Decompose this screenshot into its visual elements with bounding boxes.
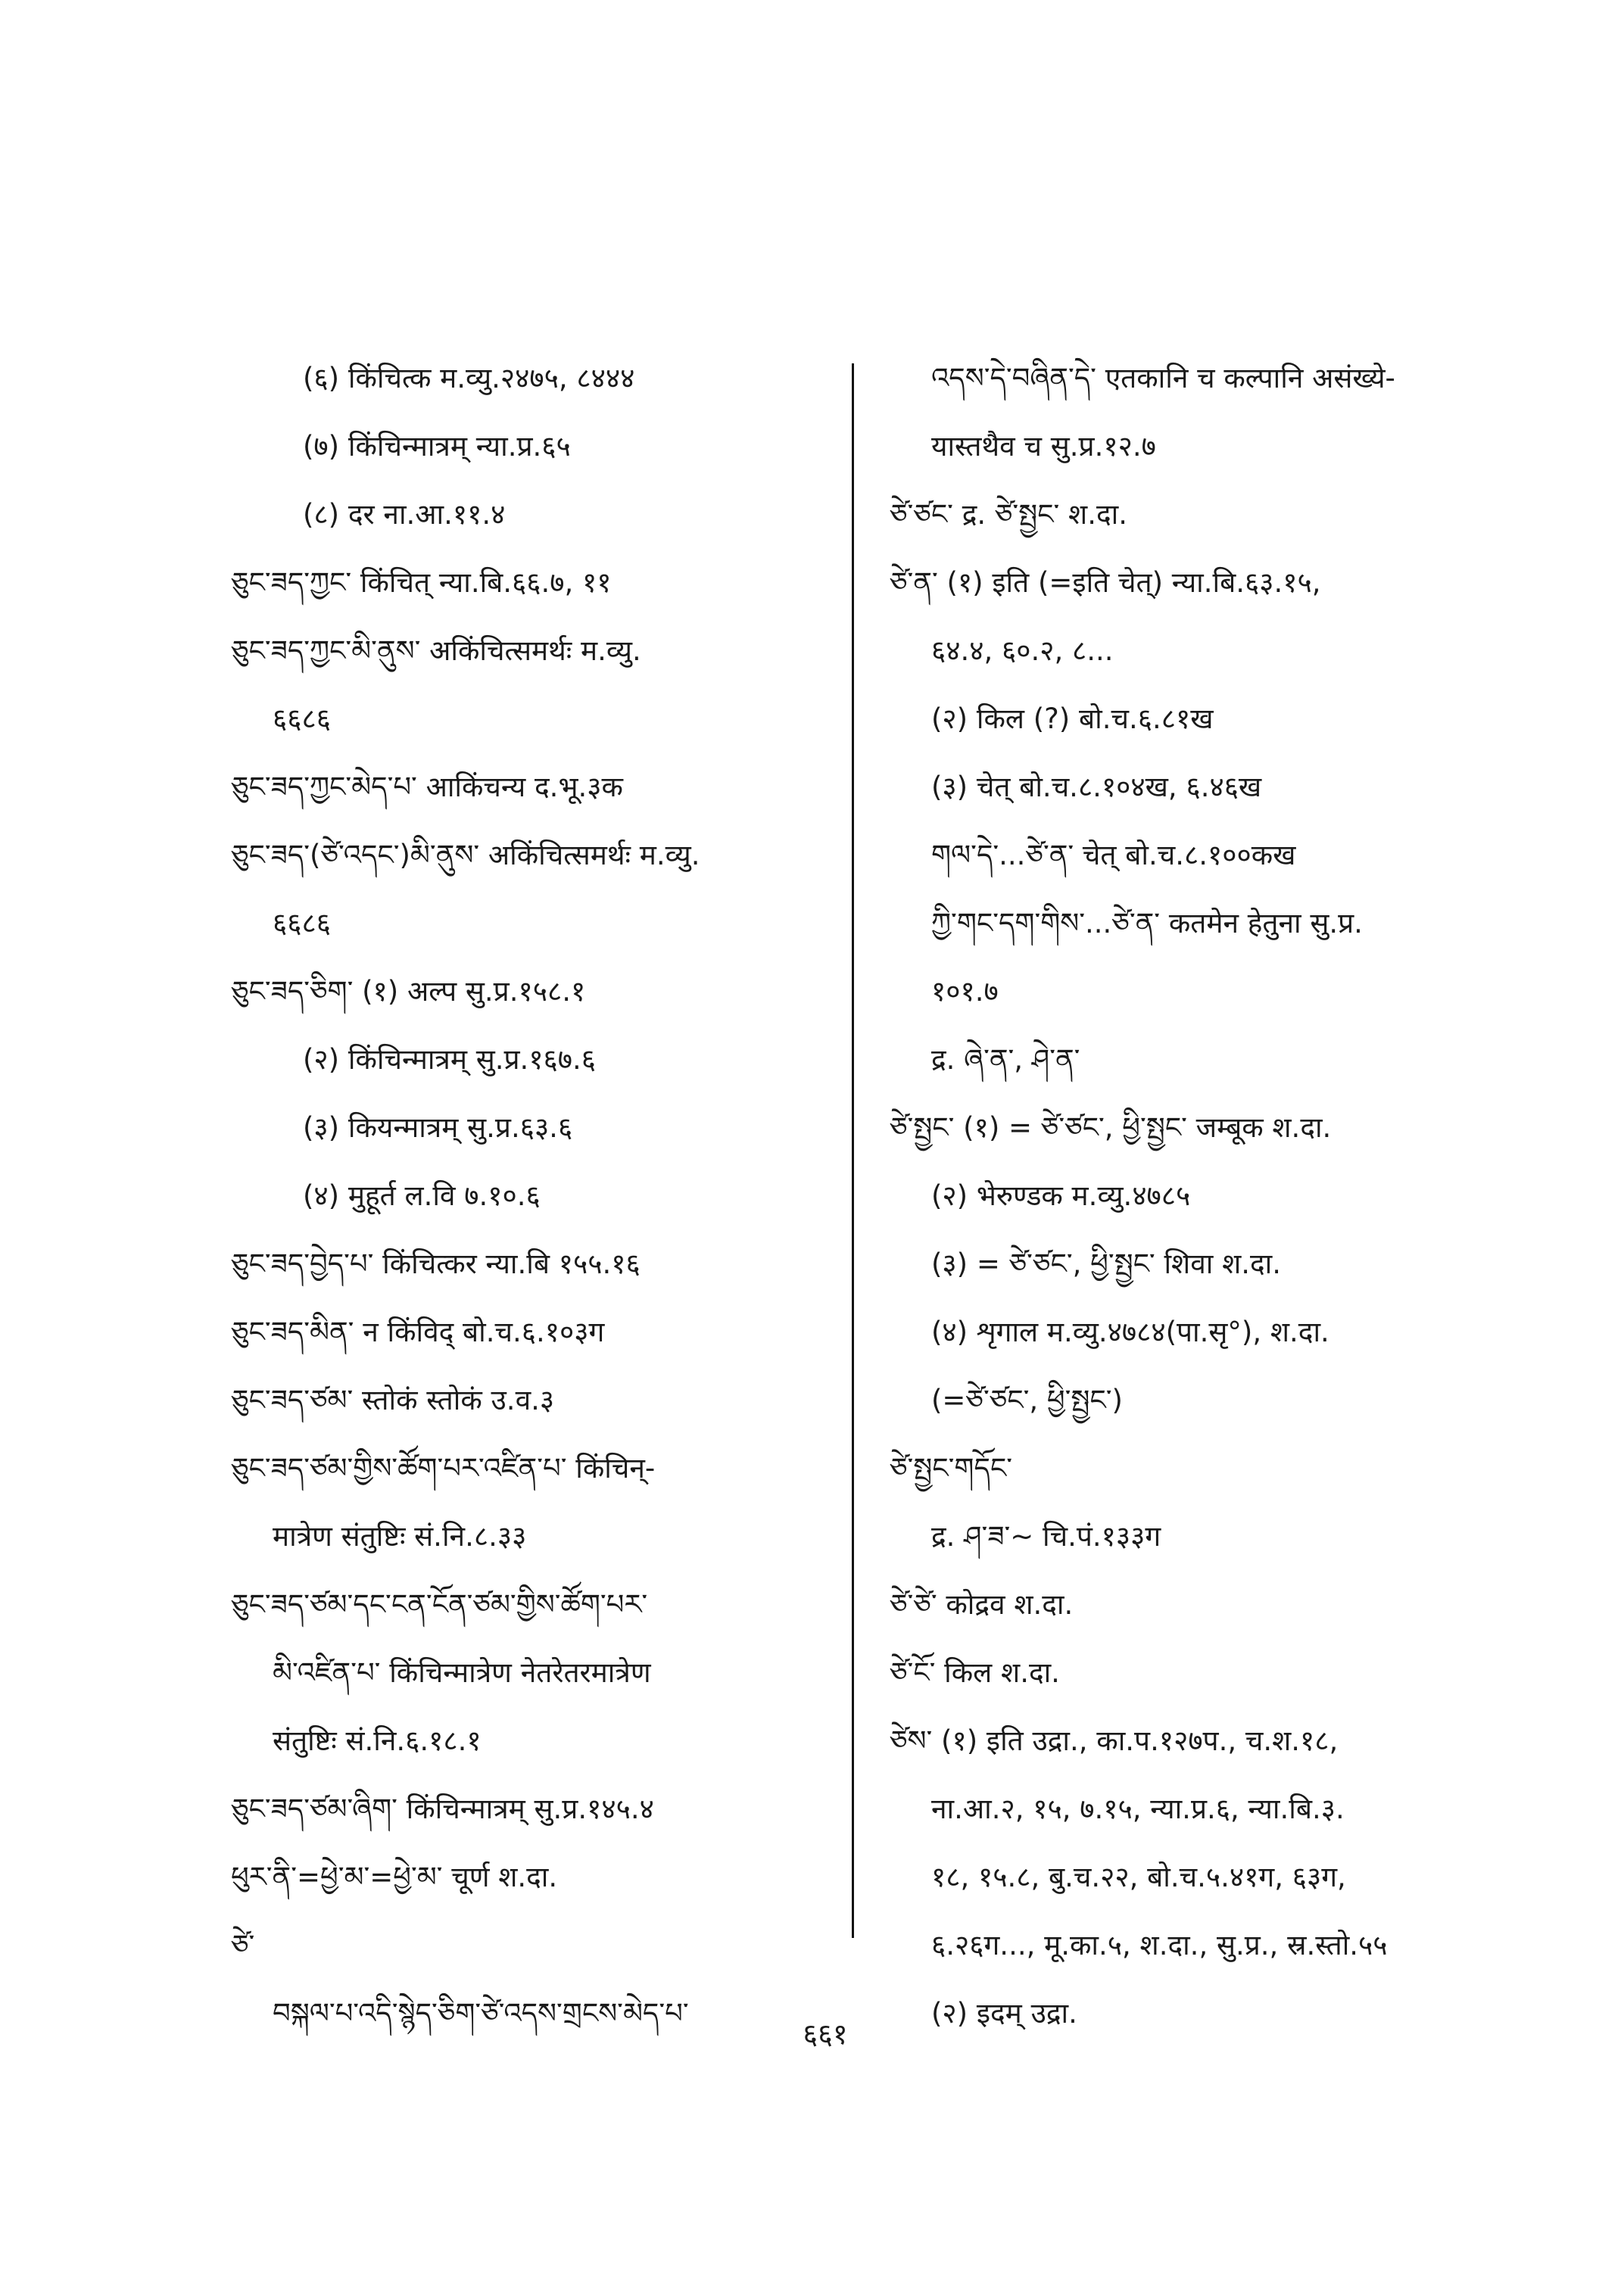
dictionary-entry-line: ཅུང་ཟད་(ཙེ་འདང་)མི་ནུས་ अकिंचित्समर्थः म.व्यु. — [231, 839, 700, 871]
left-column — [231, 360, 821, 2063]
dictionary-entry-line: ཅུང་ཟད་ཙམ་དང་ངན་ངོན་ཙམ་གྱིས་ཚོག་པར་ — [231, 1588, 648, 1621]
dictionary-entry-line: यास्तथैव च सु.प्र.१२.७ — [931, 430, 1156, 463]
dictionary-entry-line: ཅུང་ཟད་ཀྱང་མི་ནུས་ अकिंचित्समर्थः म.व्यु. — [231, 634, 641, 667]
dictionary-entry-line: (=ཙེ་ཙང་, ཕྱི་སྤྱང་) — [931, 1384, 1123, 1416]
dictionary-entry-line: संतुष्टिः सं.नि.६.१८.१ — [273, 1724, 482, 1757]
right-column — [890, 360, 1510, 2063]
column-divider — [852, 363, 854, 1938]
dictionary-entry-line: ཅུང་ཟད་ཙམ་གྱིས་ཚོག་པར་འཛིན་པ་ किंचिन्- — [231, 1452, 656, 1485]
dictionary-entry-line: ཀྱི་གང་དག་གིས་...ཙེ་ན་ कतमेन हेतुना सु.प्र. — [931, 907, 1363, 939]
dictionary-entry-line: (४) मुहूर्त ल.वि ७.१०.६ — [303, 1179, 541, 1212]
dictionary-entry-line: (४) शृगाल म.व्यु.४७८४(पा.सृ°), श.दा. — [931, 1316, 1329, 1348]
dictionary-entry-line: ཙེ་སྤྱང་གདོང་ — [890, 1452, 1012, 1485]
dictionary-entry-line: १८, १५.८, बु.च.२२, बो.च.५.४१ग, ६३ग, — [931, 1861, 1346, 1893]
dictionary-entry-line: ཙེ་ཙེ་ कोद्रव श.दा. — [890, 1588, 1074, 1621]
dictionary-entry-line: ཅུང་ཟད་ཙམ་ཞིག་ किंचिन्मात्रम् सु.प्र.१४५.४ — [231, 1793, 654, 1825]
dictionary-entry-line: (३) कियन्मात्रम् सु.प्र.६३.६ — [303, 1111, 573, 1144]
dictionary-entry-line: འདས་དེ་བཞིན་དེ་ एतकानि च कल्पानि असंख्ये- — [931, 362, 1395, 394]
dictionary-entry-line: द्र. ཞེ་ན་, ཤེ་ན་ — [931, 1043, 1080, 1076]
dictionary-entry-line: ཅུང་ཟད་མིན་ न किंविद् बो.च.६.१०३ग — [231, 1316, 605, 1348]
dictionary-entry-line: མི་འཛིན་པ་ किंचिन्मात्रेण नेतरेतरमात्रेण — [273, 1656, 651, 1689]
dictionary-entry-line: (२) किल (?) बो.च.६.८१ख — [931, 703, 1214, 735]
dictionary-entry-line: བསྐལ་པ་འདི་སྙེད་ཅིག་ཙེ་འདས་གྲངས་མེད་པ་ — [273, 1997, 689, 2030]
dictionary-entry-line: ६६८६ — [273, 703, 331, 735]
dictionary-entry-line: १०१.७ — [931, 975, 999, 1008]
dictionary-entry-line: (३) = ཙེ་ཙང་, ཕྱི་སྤྱང་ शिवा श.दा. — [931, 1248, 1282, 1280]
dictionary-entry-line: ཙེ་ཙང་ द्र. ཙེ་སྤྱང་ श.दा. — [890, 498, 1127, 531]
page-number: ६६१ — [803, 2017, 848, 2051]
dictionary-entry-line: (३) चेत् बो.च.८.१०४ख, ६.४६ख — [931, 771, 1262, 803]
dictionary-entry-line: ཙེས་ (१) इति उद्रा., का.प.१२७प., च.श.१८, — [890, 1724, 1339, 1757]
dictionary-entry-line: ཅུང་ཟད་ཀྱང་མེད་པ་ आकिंचन्य द.भू.३क — [231, 771, 623, 803]
dictionary-entry-line: (८) दर ना.आ.११.४ — [303, 498, 506, 531]
dictionary-entry-line: (७) किंचिन्मात्रम् न्या.प्र.६५ — [303, 430, 571, 463]
dictionary-entry-line: ཙེ་ན་ (१) इति (=इति चेत्) न्या.बि.६३.१५, — [890, 566, 1321, 599]
dictionary-entry-line: ཕུར་ནི་=ཕྱེ་མ་=ཕྱེ་མ་ चूर्ण श.दा. — [231, 1861, 558, 1893]
dictionary-entry-line: ཙེ་ངོ་ किल श.दा. — [890, 1656, 1060, 1689]
dictionary-entry-line: (२) भेरुण्डक म.व्यु.४७८५ — [931, 1179, 1191, 1212]
dictionary-entry-line: ཅུང་ཟད་ཅིག་ (१) अल्प सु.प्र.१५८.१ — [231, 975, 586, 1008]
dictionary-entry-line: གལ་དེ་...ཙེ་ན་ चेत् बो.च.८.१००कख — [931, 839, 1296, 871]
dictionary-entry-line: ६.२६ग..., मू.का.५, श.दा., सु.प्र., स्र.स्तो.५५ — [931, 1929, 1388, 1961]
dictionary-entry-line: (२) इदम् उद्रा. — [931, 1997, 1077, 2030]
dictionary-entry-line: ཅུང་ཟད་ཙམ་ स्तोकं स्तोकं उ.व.३ — [231, 1384, 555, 1416]
dictionary-entry-line: ना.आ.२, १५, ७.१५, न्या.प्र.६, न्या.बि.३. — [931, 1793, 1345, 1825]
dictionary-entry-line: (२) किंचिन्मात्रम् सु.प्र.१६७.६ — [303, 1043, 597, 1076]
dictionary-entry-line: ཅུང་ཟད་ཀྱང་ किंचित् न्या.बि.६६.७, ११ — [231, 566, 612, 599]
dictionary-entry-line: द्र. ཤ་ཟ་~ चि.पं.१३३ग — [931, 1520, 1161, 1553]
dictionary-entry-line: ६४.४, ६०.२, ८... — [931, 634, 1114, 667]
dictionary-entry-line: ཙེ་ — [231, 1929, 255, 1961]
dictionary-entry-line: ཅུང་ཟད་བྱེད་པ་ किंचित्कर न्या.बि १५५.१६ — [231, 1248, 641, 1280]
dictionary-entry-line: ཙེ་སྤྱང་ (१) = ཙེ་ཙང་, ཕྱི་སྤྱང་ जम्बूक श.दा. — [890, 1111, 1332, 1144]
dictionary-entry-line: मात्रेण संतुष्टिः सं.नि.८.३३ — [273, 1520, 527, 1553]
dictionary-entry-line: (६) किंचित्क म.व्यु.२४७५, ८४४४ — [303, 362, 635, 394]
dictionary-entry-line: ६६८६ — [273, 907, 331, 939]
